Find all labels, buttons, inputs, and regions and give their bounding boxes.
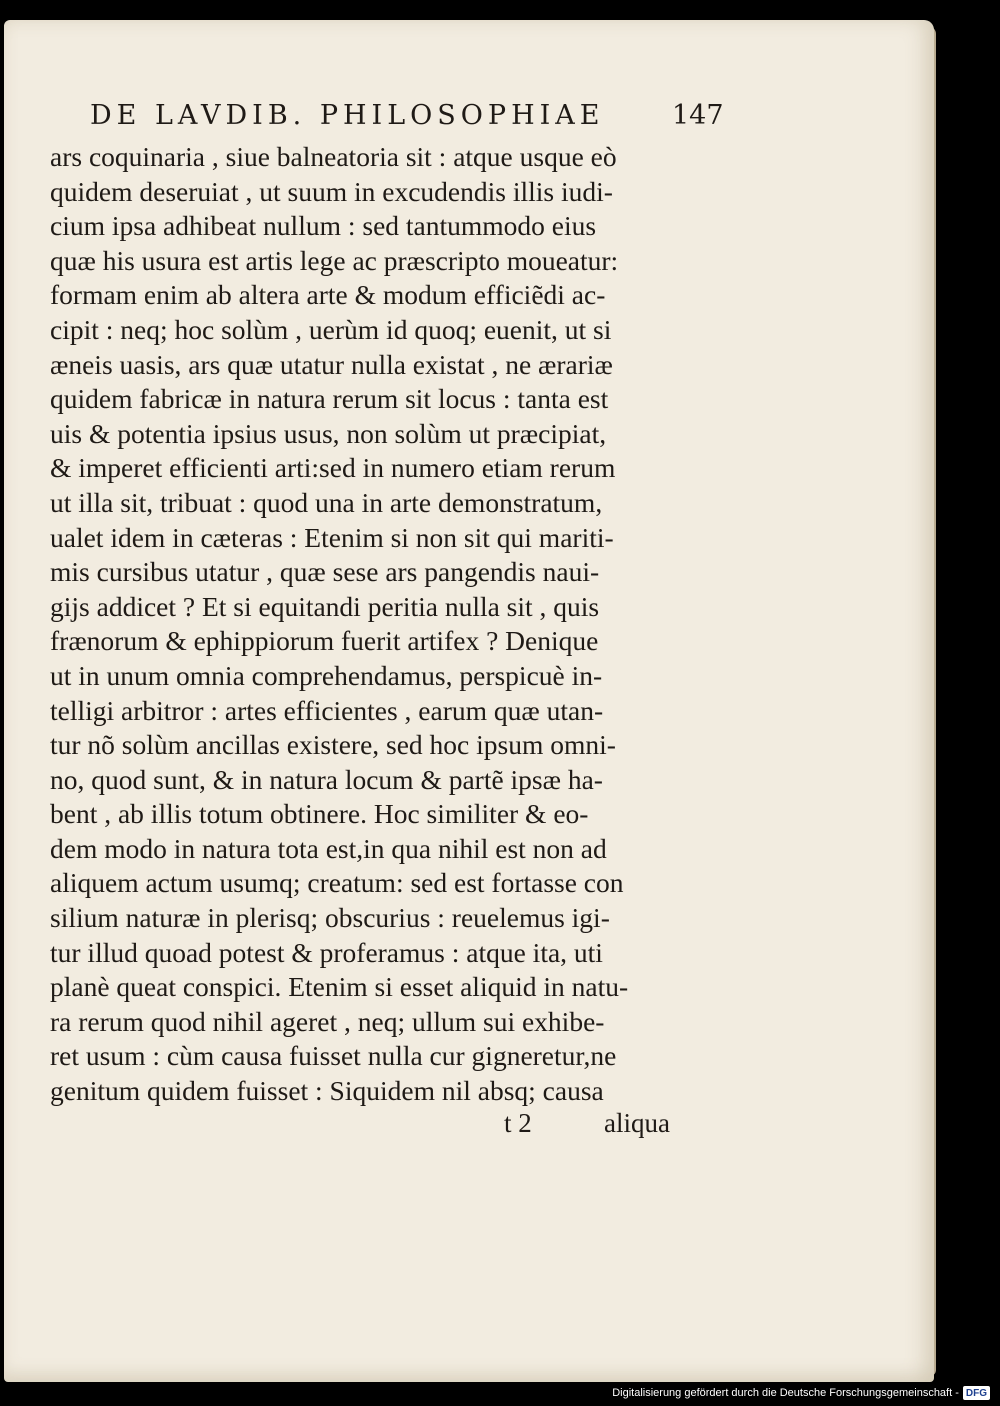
- text-line: ars coquinaria , siue balneatoria sit : atque usque eò: [50, 141, 617, 172]
- text-line: quæ his usura est artis lege ac præscripto moueatur:: [50, 244, 619, 276]
- text-line: cium ipsa adhibeat nullum : sed tantummodo eius: [50, 210, 597, 242]
- catchword-line: [50, 1108, 690, 1144]
- text-line: uis & potentia ipsius usus, non solùm ut præcipiat,: [50, 417, 607, 449]
- digitization-footer: [612, 1384, 990, 1402]
- text-line: no, quod sunt, & in natura locum & partẽ ipsæ ha-: [50, 763, 603, 795]
- text-line: formam enim ab altera arte & modum efficiẽdi ac-: [50, 279, 606, 311]
- text-line: ut in unum omnia comprehendamus, perspicuè in-: [50, 659, 603, 691]
- text-line: bent , ab illis totum obtinere. Hoc similiter & eo-: [50, 798, 589, 830]
- text-line: ret usum : cùm causa fuisset nulla cur gigneretur,ne: [50, 1040, 617, 1072]
- text-line: frænorum & ephippiorum fuerit artifex ? Denique: [50, 625, 599, 657]
- signature-mark: t 2: [504, 1108, 532, 1138]
- text-line: ra rerum quod nihil ageret , neq; ullum sui exhibe-: [50, 1005, 605, 1037]
- body-text: [50, 140, 690, 1109]
- text-line: genitum quidem fuisset : Siquidem nil absq; causa: [50, 1075, 604, 1107]
- running-head: [90, 100, 740, 140]
- text-line: cipit : neq; hoc solùm , uerùm id quoq; euenit, ut si: [50, 313, 612, 345]
- text-line: tur illud quoad potest & proferamus : atque ita, uti: [50, 936, 603, 968]
- text-line: ut illa sit, tribuat : quod una in arte demonstratum,: [50, 486, 603, 518]
- text-line: planè queat conspici. Etenim si esset aliquid in natu-: [50, 971, 629, 1003]
- text-line: ualet idem in cæteras : Etenim si non sit qui mariti-: [50, 521, 614, 553]
- text-line: & imperet efficienti arti:sed in numero etiam rerum: [50, 452, 616, 484]
- dfg-logo: DFG: [963, 1386, 990, 1400]
- text-line: telligi arbitror : artes efficientes , earum quæ utan-: [50, 694, 604, 726]
- text-line: gijs addicet ? Et si equitandi peritia nulla sit , quis: [50, 590, 600, 622]
- text-line: quidem deseruiat , ut suum in excudendis illis iudi-: [50, 175, 613, 207]
- text-line: aliquem actum usumq; creatum: sed est fortasse con: [50, 867, 624, 899]
- text-line: dem modo in natura tota est,in qua nihil est non ad: [50, 832, 607, 864]
- text-line: mis cursibus utatur , quæ sese ars pangendis naui-: [50, 556, 600, 588]
- catchword: aliqua: [604, 1108, 670, 1138]
- text-line: silium naturæ in plerisq; obscurius : reuelemus igi-: [50, 902, 610, 934]
- text-line: tur nõ solùm ancillas existere, sed hoc ipsum omni-: [50, 729, 616, 761]
- running-head-title: DE LAVDIB. PHILOSOPHIAE: [90, 100, 605, 131]
- footer-credit: Digitalisierung gefördert durch die Deutsche Forschungsgemeinschaft -: [612, 1387, 959, 1399]
- text-line: quidem fabricæ in natura rerum sit locus : tanta est: [50, 383, 609, 415]
- text-line: æneis uasis, ars quæ utatur nulla existat , ne ærariæ: [50, 348, 613, 380]
- page-number: 147: [672, 100, 724, 131]
